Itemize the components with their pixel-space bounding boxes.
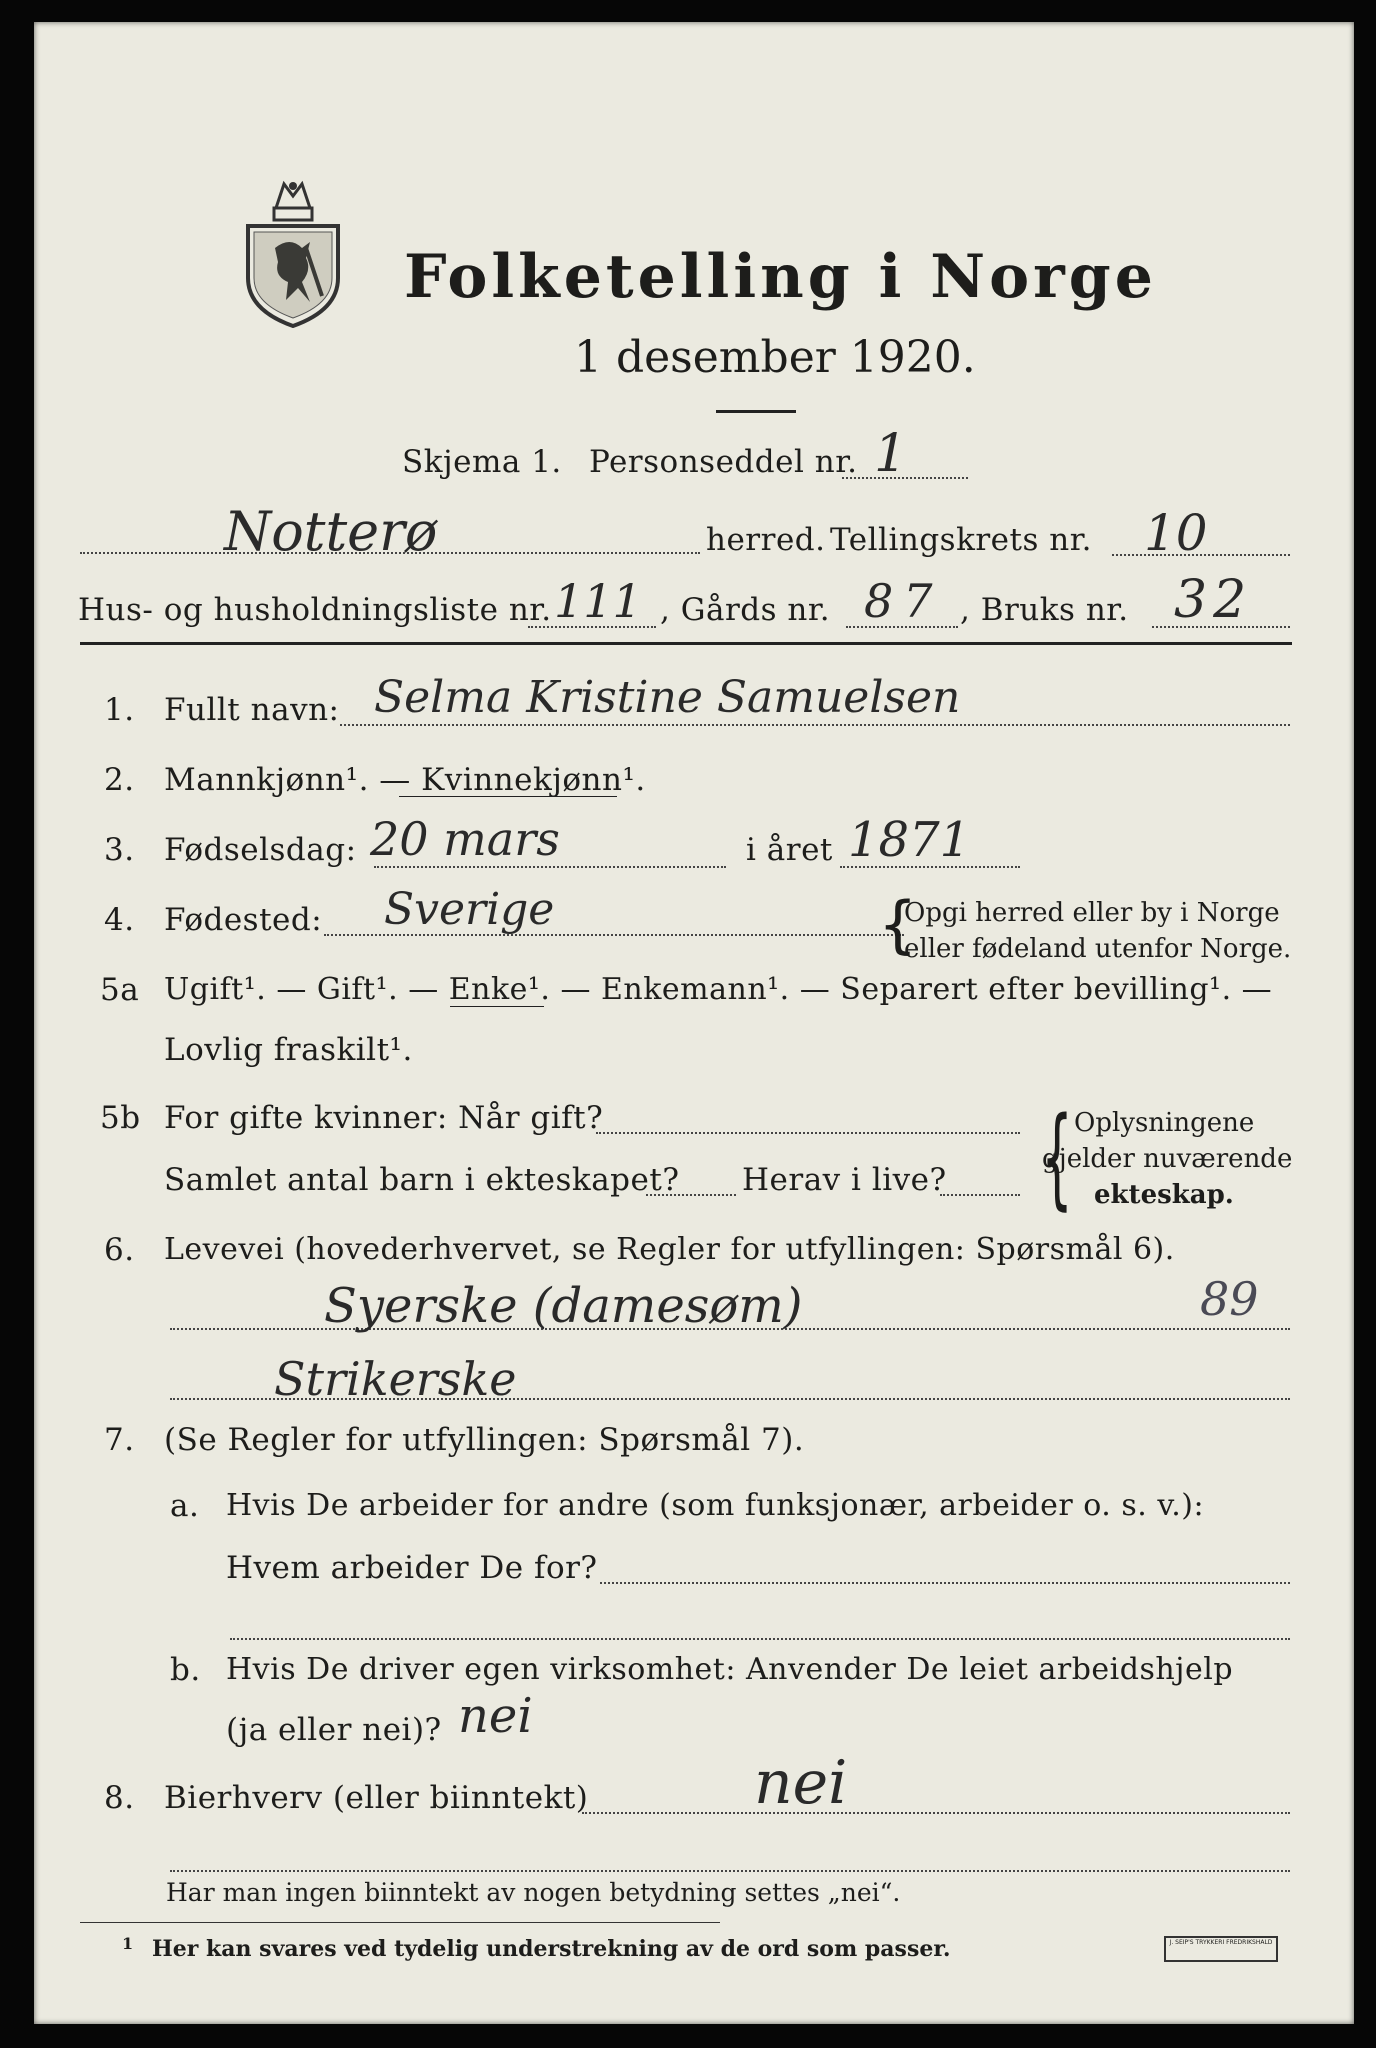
printer-stamp-text: J. SEIP'S TRYKKERI FREDRIKSHALD bbox=[1169, 1939, 1273, 1946]
employer-label: Hvem arbeider De for? bbox=[226, 1550, 598, 1586]
header-divider bbox=[80, 642, 1292, 645]
employer-line-2 bbox=[230, 1638, 1290, 1640]
birthdate-value: 20 mars bbox=[370, 812, 560, 866]
children-total-label: Samlet antal barn i ekteskapet? bbox=[164, 1162, 680, 1198]
coat-of-arms-icon bbox=[240, 178, 346, 328]
full-name-label: Fullt navn: bbox=[164, 692, 340, 728]
birthplace-value: Sverige bbox=[384, 884, 555, 935]
secondary-income-label: Bierhverv (eller biinntekt) bbox=[164, 1780, 589, 1816]
form-title: Folketelling i Norge bbox=[404, 242, 1157, 312]
footnote-text: Her kan svares ved tydelig understrekning av de ord som passer. bbox=[152, 1936, 951, 1962]
q8-number: 8. bbox=[104, 1780, 135, 1816]
husliste-value: 111 bbox=[554, 574, 642, 628]
gender-underline bbox=[399, 796, 617, 797]
employee-question: Hvis De arbeider for andre (som funksjonær, arbeider o. s. v.): bbox=[226, 1488, 1205, 1523]
q6-number: 6. bbox=[104, 1232, 135, 1268]
occupation-label: Levevei (hovederhvervet, se Regler for utfyllingen: Spørsmål 6). bbox=[164, 1232, 1175, 1267]
secondary-income-line-2 bbox=[170, 1870, 1290, 1872]
children-alive-line bbox=[940, 1194, 1020, 1196]
self-employed-question: Hvis De driver egen virksomhet: Anvender De leiet arbeidshjelp bbox=[226, 1652, 1234, 1687]
form-date: 1 desember 1920. bbox=[574, 332, 976, 383]
birthyear-value: 1871 bbox=[848, 812, 971, 868]
birthyear-label: i året bbox=[746, 832, 833, 868]
tellingskrets-value: 10 bbox=[1144, 504, 1208, 562]
married-when-line bbox=[596, 1132, 1020, 1134]
occupation-value-1: Syerske (damesøm) bbox=[324, 1278, 803, 1334]
bruks-value: 32 bbox=[1174, 570, 1253, 630]
gender-options: Mannkjønn¹. — Kvinnekjønn¹. bbox=[164, 762, 646, 798]
personseddel-value: 1 bbox=[874, 424, 908, 484]
birthplace-note-1: Opgi herred eller by i Norge bbox=[904, 898, 1280, 928]
q4-number: 4. bbox=[104, 902, 135, 938]
gards-value: 87 bbox=[864, 574, 943, 628]
secondary-income-line bbox=[582, 1812, 1290, 1814]
birthdate-line bbox=[374, 866, 726, 868]
birthplace-note-2: eller fødeland utenfor Norge. bbox=[904, 934, 1292, 964]
q7b-letter: b. bbox=[170, 1652, 201, 1688]
q5a-number: 5a bbox=[100, 972, 140, 1008]
q7a-letter: a. bbox=[170, 1488, 200, 1524]
birthplace-brace: { bbox=[878, 888, 918, 961]
hired-help-label: (ja eller nei)? bbox=[226, 1712, 442, 1748]
q7-label: (Se Regler for utfyllingen: Spørsmål 7). bbox=[164, 1422, 805, 1458]
occupation-code: 89 bbox=[1200, 1272, 1259, 1326]
occupation-value-2: Strikerske bbox=[274, 1352, 517, 1406]
herred-value: Notterø bbox=[224, 500, 438, 563]
full-name-line bbox=[340, 724, 1290, 726]
gards-label: , Gårds nr. bbox=[660, 592, 831, 628]
marriage-brace: { bbox=[1041, 1093, 1073, 1221]
full-name-value: Selma Kristine Samuelsen bbox=[374, 672, 961, 723]
q5b-number: 5b bbox=[100, 1100, 141, 1136]
marital-status-options-2: Lovlig fraskilt¹. bbox=[164, 1032, 413, 1068]
hired-help-value: nei bbox=[458, 1688, 533, 1744]
personseddel-label: Personseddel nr. bbox=[589, 444, 858, 480]
birthplace-label: Fødested: bbox=[164, 902, 323, 938]
footnote-divider bbox=[80, 1922, 720, 1923]
husliste-label: Hus- og husholdningsliste nr. bbox=[78, 592, 552, 628]
income-note: Har man ingen biinntekt av nogen betydning settes „nei“. bbox=[166, 1878, 901, 1907]
tellingskrets-label: Tellingskrets nr. bbox=[830, 522, 1092, 558]
census-form bbox=[34, 22, 1354, 2024]
printer-stamp bbox=[1164, 1936, 1278, 1962]
children-alive-label: Herav i live? bbox=[742, 1162, 947, 1198]
bruks-label: , Bruks nr. bbox=[960, 592, 1129, 628]
birthdate-label: Fødselsdag: bbox=[164, 832, 357, 868]
marriage-note-1: Oplysningene bbox=[1074, 1108, 1255, 1138]
secondary-income-value: nei bbox=[754, 1748, 848, 1818]
herred-label: herred. bbox=[706, 522, 826, 558]
marital-status-options: Ugift¹. — Gift¹. — Enke¹. — Enkemann¹. — Separert efter bevilling¹. — bbox=[164, 972, 1273, 1007]
q2-number: 2. bbox=[104, 762, 135, 798]
employer-line bbox=[600, 1582, 1290, 1584]
children-total-line bbox=[646, 1194, 736, 1196]
married-when-label: For gifte kvinner: Når gift? bbox=[164, 1100, 604, 1136]
marriage-note-2: gjelder nuværende bbox=[1042, 1144, 1293, 1174]
footnote-mark: 1 bbox=[122, 1934, 134, 1953]
marriage-note-3: ekteskap. bbox=[1094, 1180, 1234, 1210]
marital-status-underline bbox=[450, 1006, 544, 1007]
title-divider bbox=[716, 410, 796, 413]
q7-number: 7. bbox=[104, 1422, 135, 1458]
skjema-label: Skjema 1. bbox=[402, 444, 562, 480]
q1-number: 1. bbox=[104, 692, 135, 728]
q3-number: 3. bbox=[104, 832, 135, 868]
